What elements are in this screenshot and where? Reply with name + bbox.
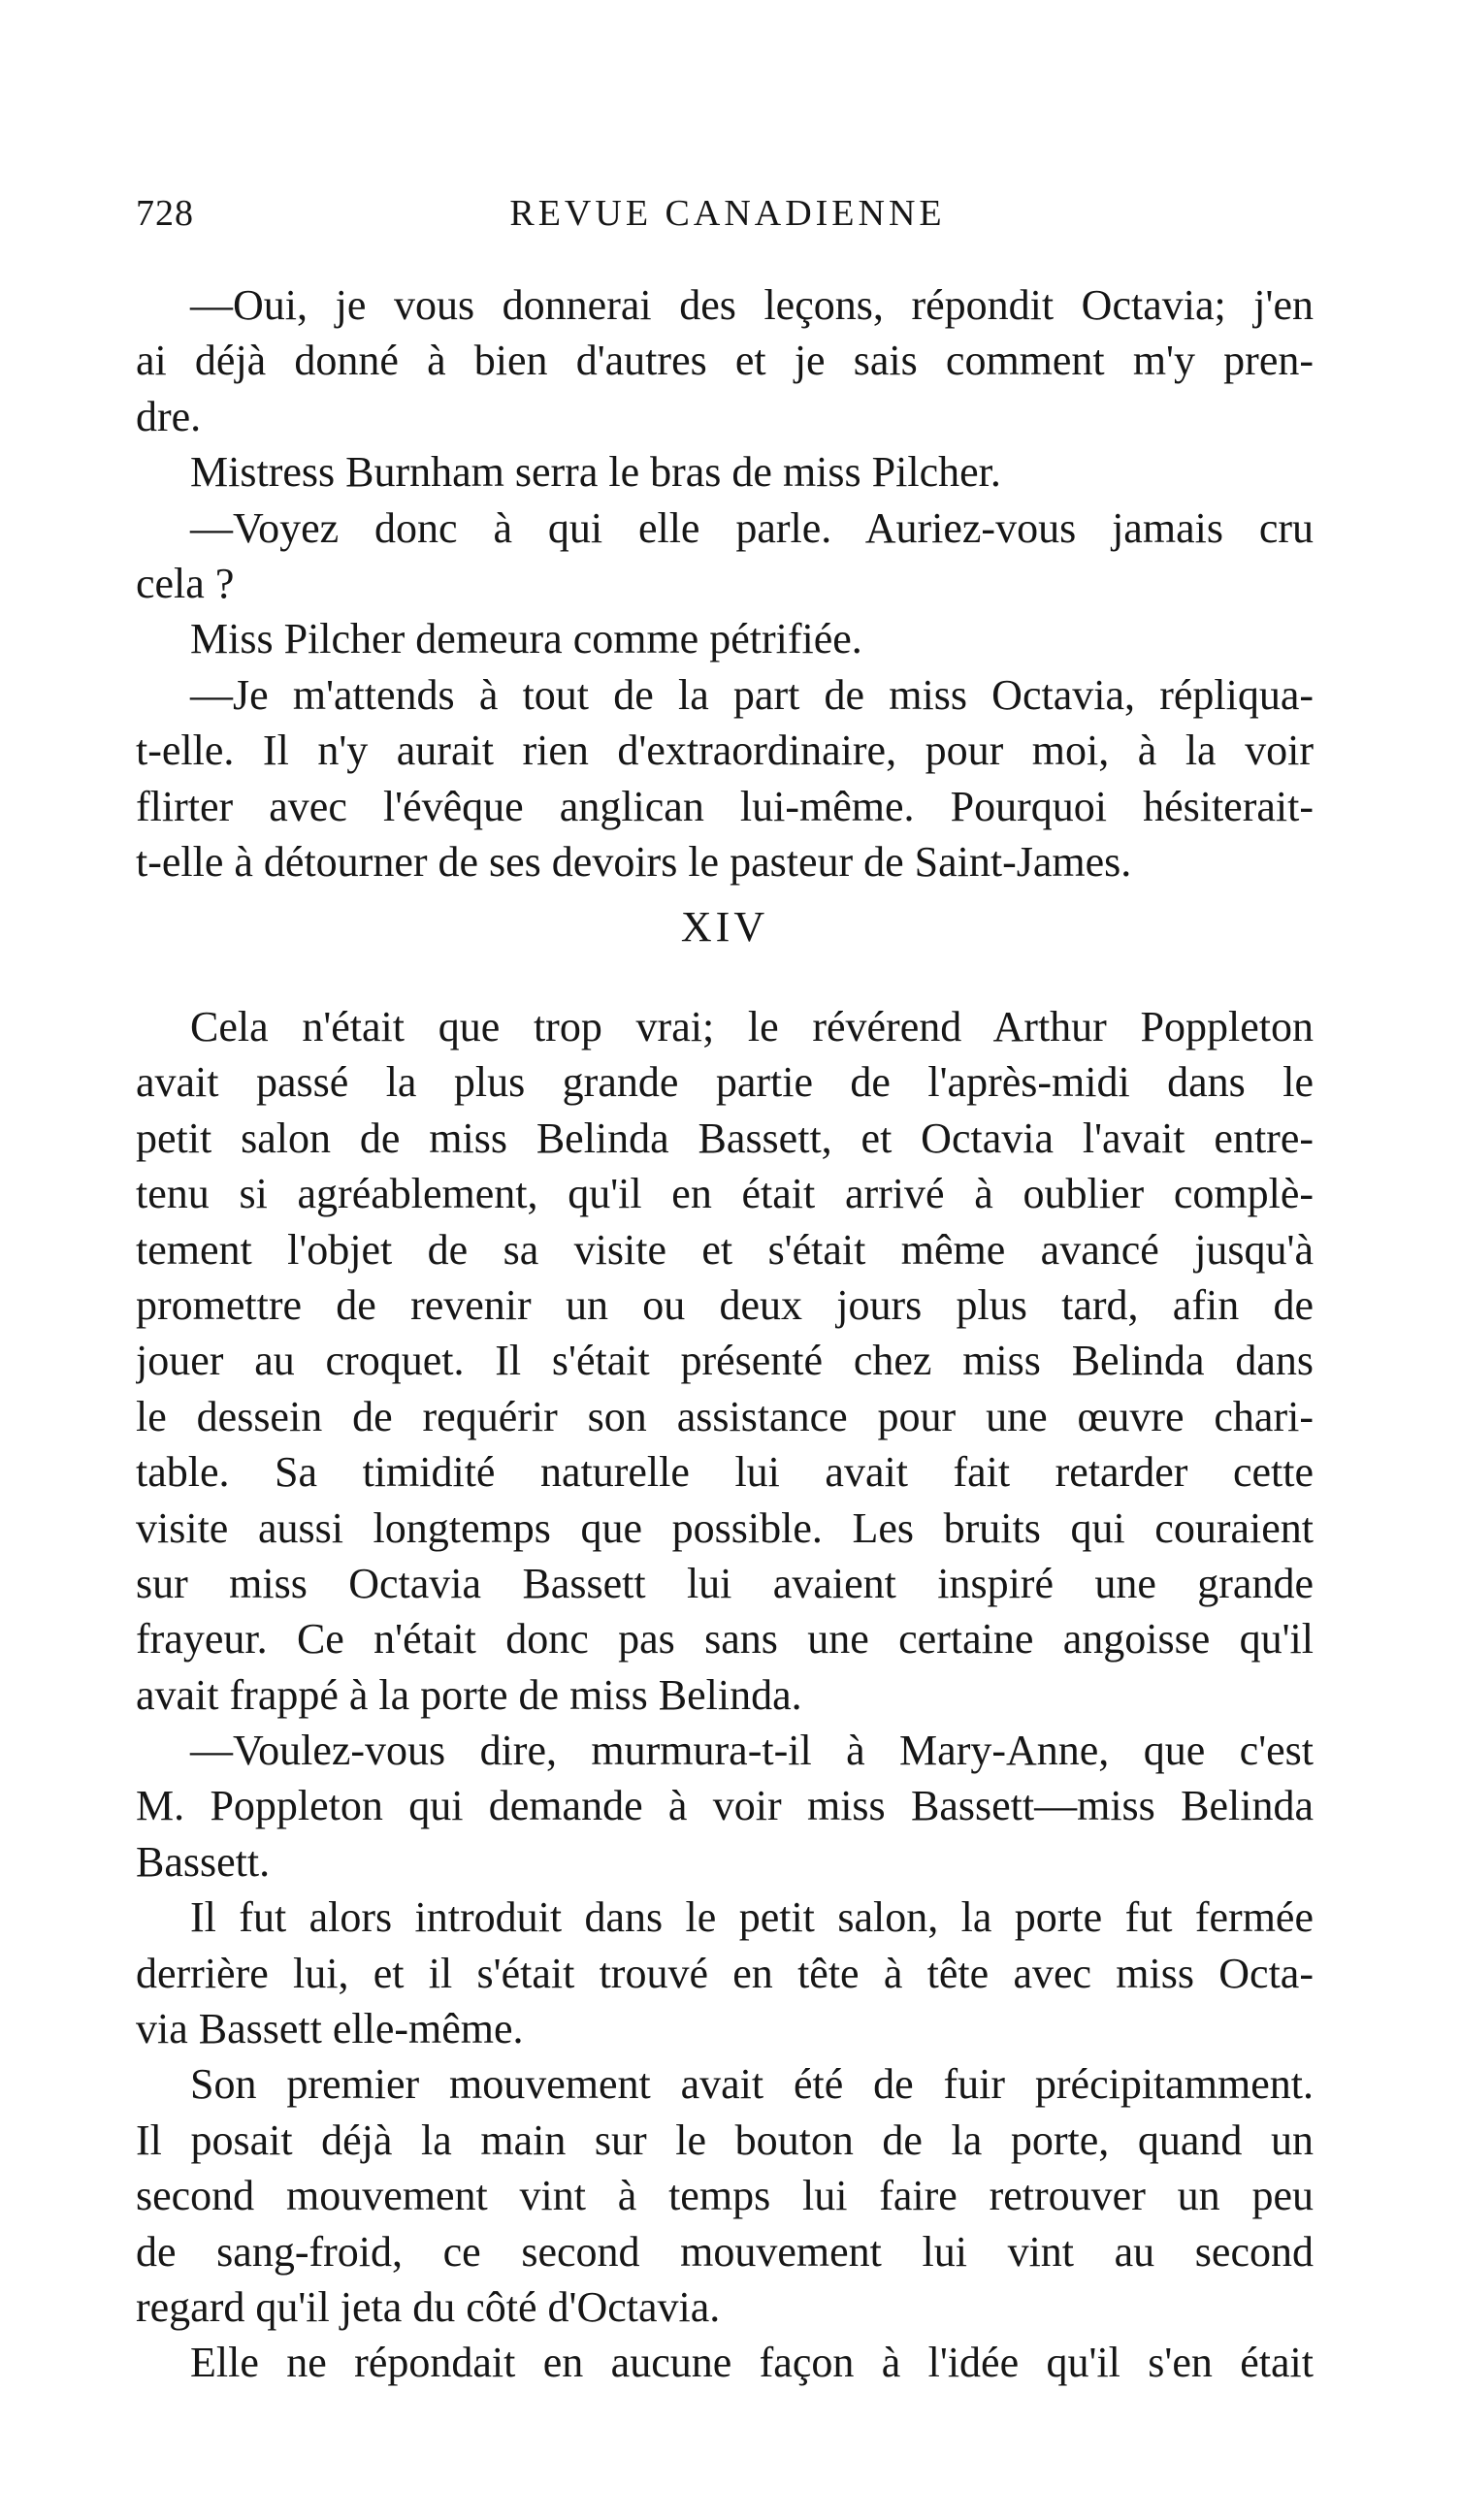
text-line: Bassett. — [136, 1837, 271, 1886]
text-line: Miss Pilcher demeura comme pétrifiée. — [190, 615, 862, 663]
text-line: dre. — [136, 392, 202, 440]
text-line: regard qu'il jeta du côté d'Octavia. — [136, 2282, 721, 2331]
text-line: Il posait déjà la main sur le bouton de la porte, quand un — [136, 2116, 1314, 2164]
text-line: sur miss Octavia Bassett lui avaient inspiré une grande — [136, 1559, 1314, 1607]
text-line: tenu si agréablement, qu'il en était arrivé à oublier complè- — [136, 1170, 1314, 1218]
text-line: ai déjà donné à bien d'autres et je sais comment m'y pren- — [136, 337, 1314, 385]
text-line: via Bassett elle-même. — [136, 2005, 524, 2053]
text-line: —Oui, je vous donnerai des leçons, répondit Octavia; j'en — [190, 281, 1314, 329]
text-line: avait passé la plus grande partie de l'après-midi dans le — [136, 1058, 1314, 1107]
chapter-heading: XIV — [680, 903, 769, 951]
text-line: t-elle. Il n'y aurait rien d'extraordinaire, pour moi, à la voir — [136, 727, 1314, 775]
text-line: promettre de revenir un ou deux jours plus tard, afin de — [136, 1280, 1314, 1329]
text-line: table. Sa timidité naturelle lui avait fait retarder cette — [136, 1448, 1314, 1497]
text-line: Mistress Burnham serra le bras de miss Pilcher. — [190, 448, 1001, 497]
text-line: petit salon de miss Belinda Bassett, et Octavia l'avait entre- — [136, 1114, 1314, 1162]
text-block-part2 — [136, 999, 1314, 2391]
text-line: —Voyez donc à qui elle parle. Auriez-vous jamais cru — [190, 503, 1314, 552]
text-line: visite aussi longtemps que possible. Les bruits qui couraient — [136, 1503, 1314, 1552]
text-line: derrière lui, et il s'était trouvé en tête à tête avec miss Octa- — [136, 1949, 1314, 1997]
text-line: frayeur. Ce n'était donc pas sans une certaine angoisse qu'il — [136, 1615, 1314, 1664]
text-line: Il fut alors introduit dans le petit salon, la porte fut fermée — [190, 1893, 1314, 1942]
text-line: le dessein de requérir son assistance pour une œuvre chari- — [136, 1392, 1314, 1440]
text-line: second mouvement vint à temps lui faire retrouver un peu — [136, 2172, 1314, 2220]
page-header — [136, 192, 1319, 250]
text-line: cela ? — [136, 559, 235, 607]
text-line: avait frappé à la porte de miss Belinda. — [136, 1670, 802, 1719]
text-line: —Je m'attends à tout de la part de miss Octavia, répliqua- — [190, 670, 1314, 719]
running-title: REVUE CANADIENNE — [509, 193, 946, 234]
text-line: jouer au croquet. Il s'était présenté chez miss Belinda dans — [136, 1337, 1314, 1385]
text-line: Cela n'était que trop vrai; le révérend Arthur Poppleton — [190, 1003, 1314, 1050]
text-line: —Voulez-vous dire, murmura-t-il à Mary-Anne, que c'est — [190, 1727, 1314, 1775]
page-number: 728 — [136, 193, 194, 234]
text-line: flirter avec l'évêque anglican lui-même. Pourquoi hésiterait- — [136, 782, 1314, 830]
text-line: Son premier mouvement avait été de fuir précipitamment. — [190, 2060, 1314, 2109]
text-line: t-elle à détourner de ses devoirs le pasteur de Saint-James. — [136, 837, 1132, 886]
text-line: tement l'objet de sa visite et s'était même avancé jusqu'à — [136, 1225, 1314, 1274]
text-line: Elle ne répondait en aucune façon à l'idée qu'il s'en était — [190, 2339, 1314, 2387]
text-block-part1 — [136, 277, 1314, 889]
text-line: M. Poppleton qui demande à voir miss Bassett—miss Belinda — [136, 1782, 1314, 1830]
text-line: de sang-froid, ce second mouvement lui vint au second — [136, 2227, 1314, 2276]
